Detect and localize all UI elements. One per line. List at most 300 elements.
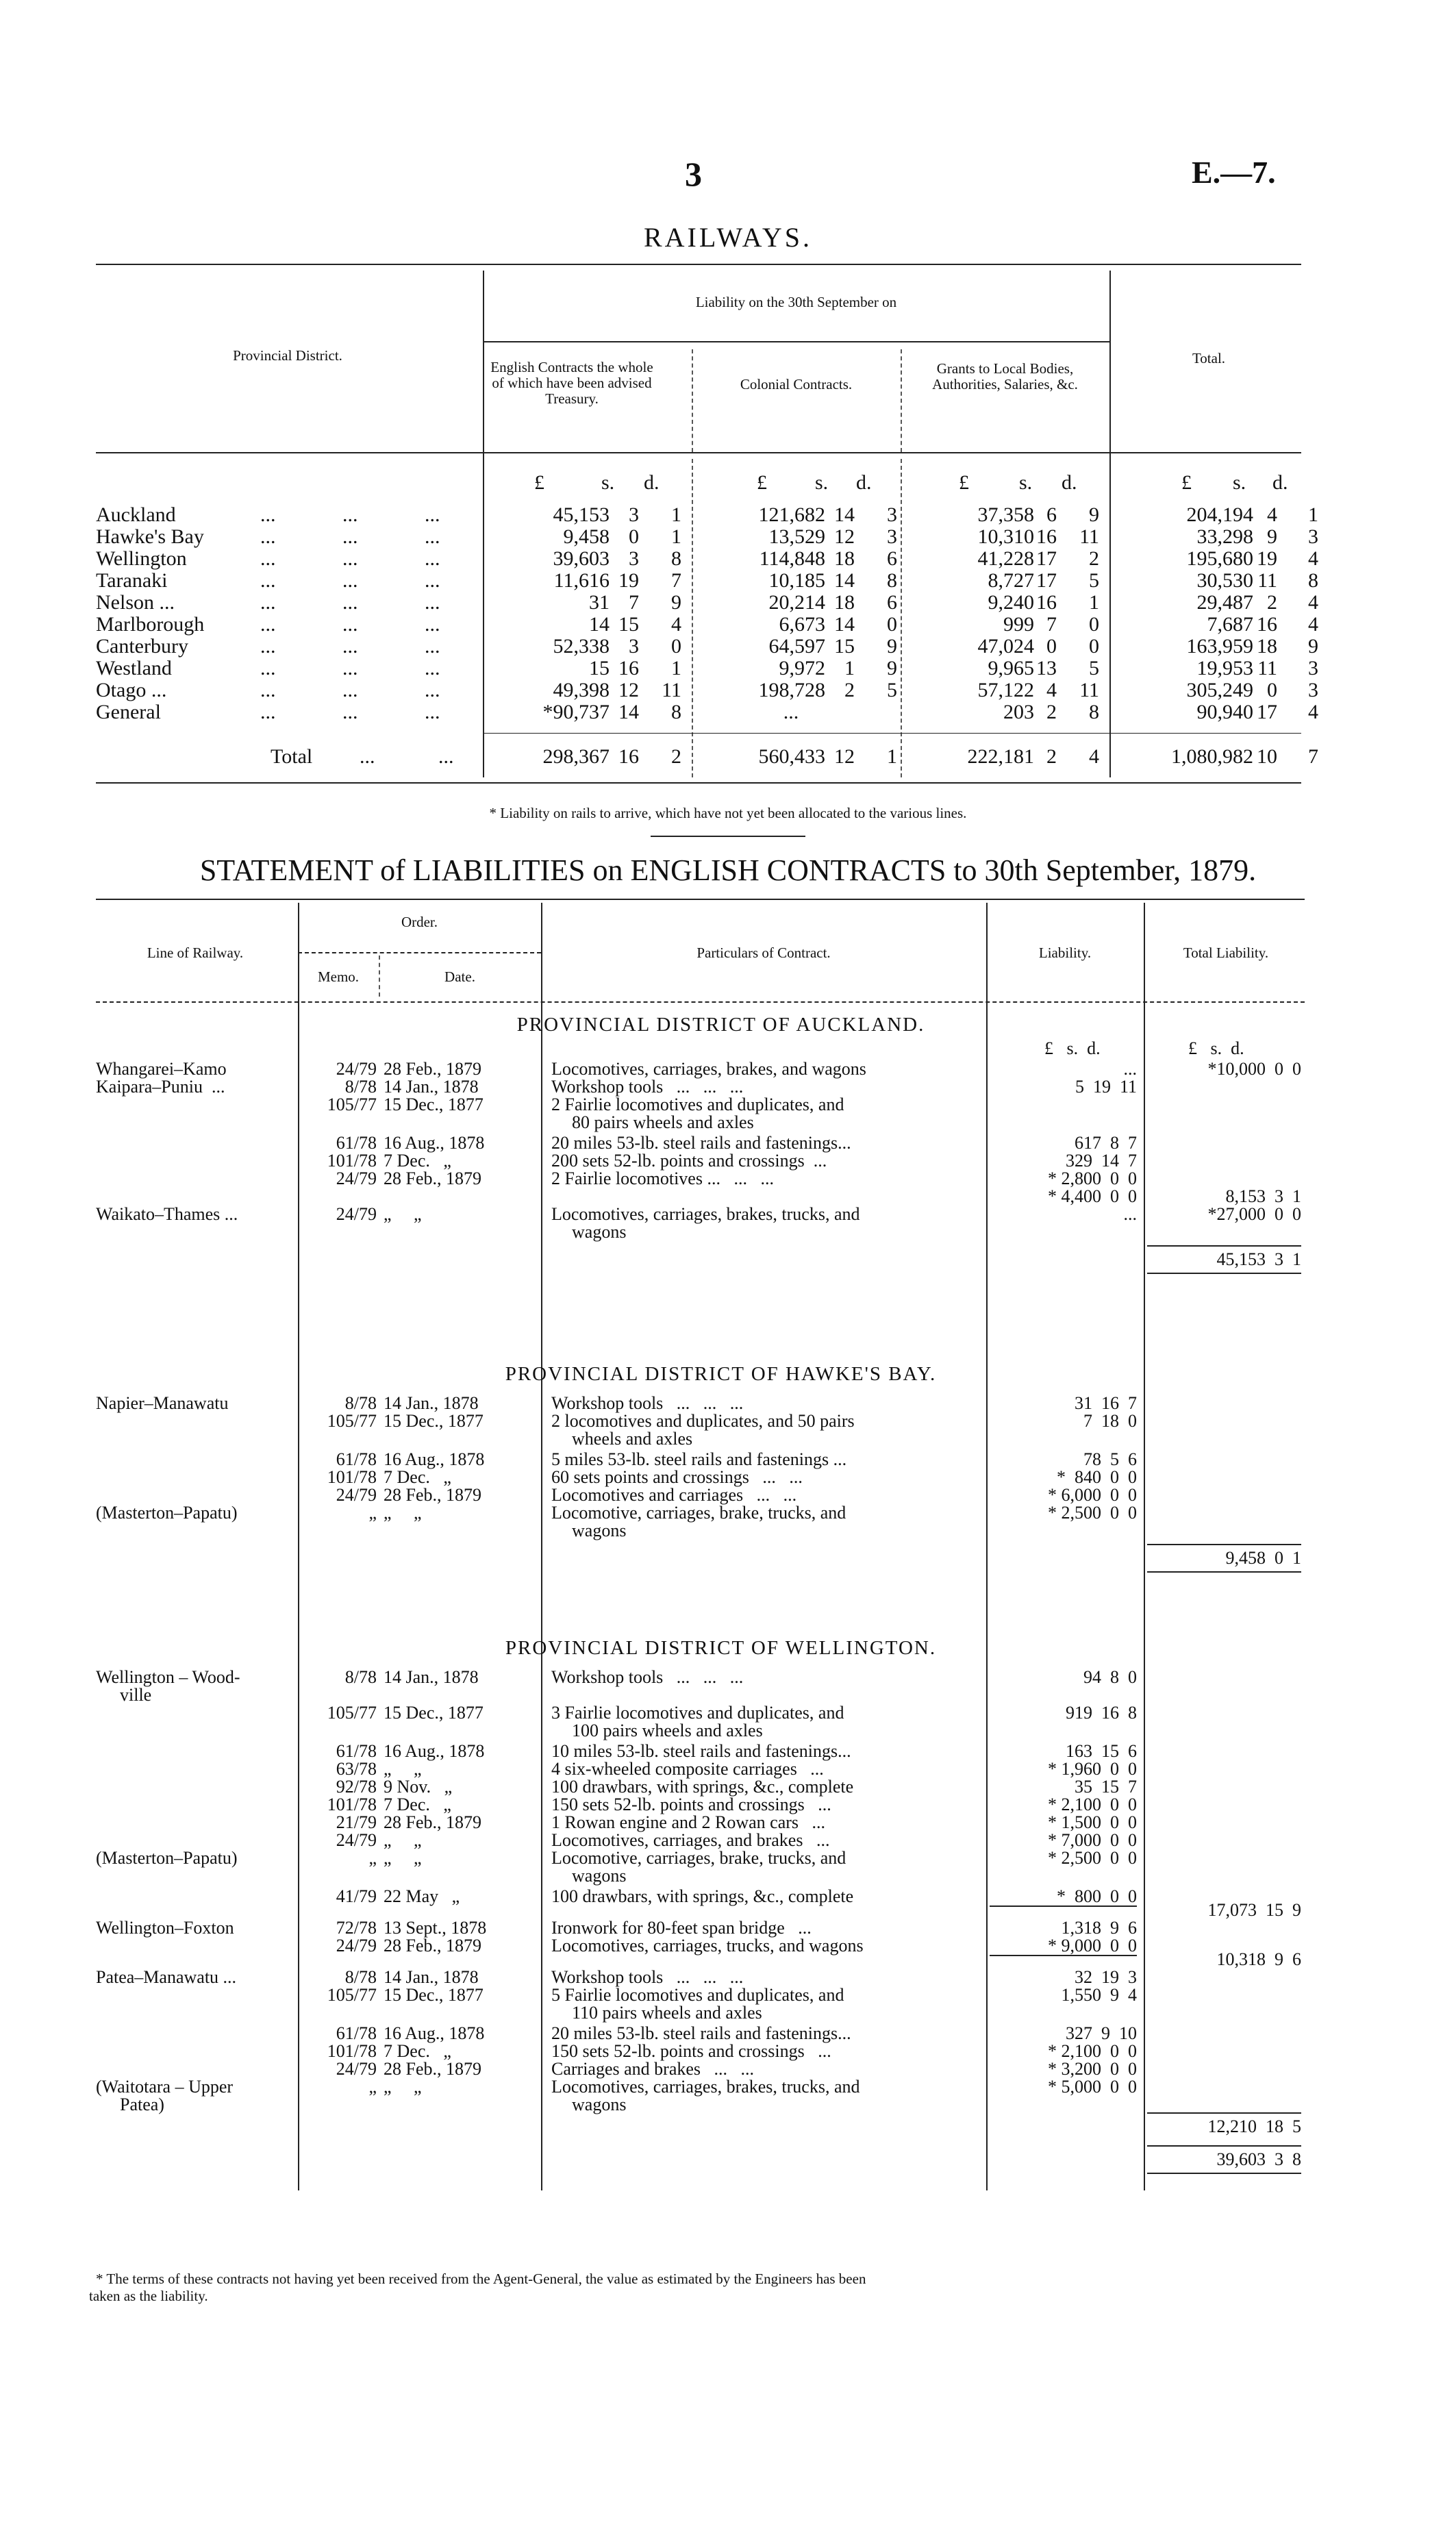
english-value: 1 xyxy=(671,657,681,679)
row-dots: ... xyxy=(342,591,358,614)
row-dots: ... xyxy=(342,701,358,723)
short-rule xyxy=(651,836,805,837)
unit-shilling: s. xyxy=(1019,471,1033,494)
section-total-rule xyxy=(1147,2145,1301,2147)
total-value: 9 xyxy=(1308,635,1318,658)
liability-value: * 840 0 0 xyxy=(1057,1467,1137,1487)
header-particulars: Particulars of Contract. xyxy=(696,945,831,961)
total-value: 8 xyxy=(1308,569,1318,592)
colonial-value: 13,529 xyxy=(768,525,825,548)
english-value: 0 xyxy=(671,635,681,658)
english-value: 14 xyxy=(589,613,610,636)
order-memo: 105/77 xyxy=(327,1411,377,1431)
total-value: 3 xyxy=(1308,657,1318,679)
subtotal-value: 17,073 15 9 xyxy=(1207,1900,1301,1920)
subtotal-rule xyxy=(990,1955,1137,1956)
railway-line: Wellington – Wood- xyxy=(96,1667,240,1687)
total-colonial: 12 xyxy=(834,745,855,768)
english-value: 9,458 xyxy=(563,525,610,548)
grants-value: 47,024 xyxy=(977,635,1034,658)
order-memo: 101/78 xyxy=(327,1795,377,1814)
liability-value: * 2,100 0 0 xyxy=(1048,1795,1137,1814)
district-name: Nelson ... xyxy=(96,591,175,614)
colonial-value: 6 xyxy=(887,547,897,570)
unit-header: £ s. d. xyxy=(1044,1038,1101,1058)
total-grants: 4 xyxy=(1089,745,1099,768)
header-group: Liability on the 30th September on xyxy=(695,294,897,310)
order-memo: 63/78 xyxy=(336,1759,377,1779)
unit-pence: d. xyxy=(644,471,660,494)
colonial-value: 12 xyxy=(834,525,855,548)
order-date: 13 Sept., 1878 xyxy=(384,1918,487,1938)
english-value: 15 xyxy=(618,613,639,636)
grants-value: 17 xyxy=(1036,547,1057,570)
order-date: 14 Jan., 1878 xyxy=(384,1393,479,1413)
total-rule xyxy=(483,733,1301,734)
section-total-rule xyxy=(1147,1245,1301,1247)
liability-value: * 1,960 0 0 xyxy=(1048,1759,1137,1779)
english-value: *90,737 xyxy=(542,701,610,723)
order-memo: 61/78 xyxy=(336,1741,377,1761)
order-memo: „ xyxy=(368,1848,377,1868)
page-reference: E.—7. xyxy=(1192,155,1276,190)
contract-particulars: 2 Fairlie locomotives ... ... ... xyxy=(551,1169,774,1188)
colonial-value: 10,185 xyxy=(768,569,825,592)
english-value: 3 xyxy=(629,635,639,658)
colonial-value: 9,972 xyxy=(779,657,825,679)
liability-value: 94 8 0 xyxy=(1083,1667,1137,1687)
contract-particulars: Locomotive, carriages, brake, trucks, and xyxy=(551,1503,846,1523)
contract-particulars: wheels and axles xyxy=(572,1429,693,1449)
grants-value: 999 xyxy=(1003,613,1034,636)
total-value: 7,687 xyxy=(1207,613,1253,636)
railway-line: Whangarei–Kamo xyxy=(96,1059,227,1079)
contract-particulars: Locomotives, carriages, trucks, and wagons xyxy=(551,1936,864,1956)
english-value: 4 xyxy=(671,613,681,636)
order-date: 7 Dec. „ xyxy=(384,1795,451,1814)
liability-value: * 3,200 0 0 xyxy=(1048,2059,1137,2079)
district-name: Otago ... xyxy=(96,679,167,701)
contract-particulars: Locomotives, carriages, and brakes ... xyxy=(551,1830,830,1850)
english-value: 11,616 xyxy=(553,569,610,592)
colonial-value: 18 xyxy=(834,547,855,570)
header-line-of-railway: Line of Railway. xyxy=(147,945,244,961)
row-dots: ... xyxy=(425,635,440,658)
page-number: 3 xyxy=(685,155,702,193)
order-date: 14 Jan., 1878 xyxy=(384,1667,479,1687)
liability-value: 7 18 0 xyxy=(1083,1411,1137,1431)
table-bottom-rule xyxy=(96,782,1301,784)
row-dots: ... xyxy=(342,613,358,636)
colonial-value: 20,214 xyxy=(768,591,825,614)
contract-particulars: Ironwork for 80-feet span bridge ... xyxy=(551,1918,812,1938)
page-title: RAILWAYS. xyxy=(643,222,813,253)
liability-value: 1,550 9 4 xyxy=(1061,1985,1137,2005)
district-name: Wellington xyxy=(96,547,187,570)
contract-particulars: 60 sets points and crossings ... ... xyxy=(551,1467,803,1487)
header-grants: Grants to Local Bodies, Authorities, Salaries, &c. xyxy=(932,360,1078,392)
contract-particulars: 110 pairs wheels and axles xyxy=(572,2003,762,2023)
row-dots: ... xyxy=(342,569,358,592)
row-dots: ... xyxy=(260,613,276,636)
unit-pound: £ xyxy=(959,471,969,494)
total-value: 19 xyxy=(1257,547,1277,570)
total-value: 18 xyxy=(1257,635,1277,658)
row-dots: ... xyxy=(342,547,358,570)
header-date: Date. xyxy=(444,969,475,985)
total-value: 4 xyxy=(1308,613,1318,636)
railway-line: Wellington–Foxton xyxy=(96,1918,234,1938)
row-dots: ... xyxy=(425,503,440,526)
total-total: 7 xyxy=(1308,745,1318,768)
total-dots: ... xyxy=(438,745,454,768)
order-memo: 24/79 xyxy=(336,1204,377,1224)
order-date: 15 Dec., 1877 xyxy=(384,1985,484,2005)
english-value: 12 xyxy=(618,679,639,701)
district-name: General xyxy=(96,701,161,723)
colonial-value: 14 xyxy=(834,503,855,526)
section-total-value: 45,153 3 1 xyxy=(1216,1249,1301,1269)
row-dots: ... xyxy=(342,525,358,548)
liability-value: * 1,500 0 0 xyxy=(1048,1812,1137,1832)
row-dots: ... xyxy=(260,547,276,570)
order-date: „ „ xyxy=(384,2077,422,2097)
grants-value: 4 xyxy=(1046,679,1057,701)
order-date: 16 Aug., 1878 xyxy=(384,1133,485,1153)
total-value: 16 xyxy=(1257,613,1277,636)
colonial-value: 15 xyxy=(834,635,855,658)
english-value: 0 xyxy=(629,525,639,548)
contract-particulars: Workshop tools ... ... ... xyxy=(551,1077,744,1097)
contract-particulars: 3 Fairlie locomotives and duplicates, and xyxy=(551,1703,844,1723)
liability-value: * 2,500 0 0 xyxy=(1048,1848,1137,1868)
order-memo: 8/78 xyxy=(344,1077,377,1097)
order-date: 28 Feb., 1879 xyxy=(384,1169,481,1188)
row-dots: ... xyxy=(425,679,440,701)
unit-header: £ s. d. xyxy=(1188,1038,1244,1058)
row-dots: ... xyxy=(342,635,358,658)
row-dots: ... xyxy=(342,503,358,526)
grants-value: 11 xyxy=(1079,525,1099,548)
section-total-rule xyxy=(1147,1544,1301,1545)
liability-value: 35 15 7 xyxy=(1075,1777,1137,1797)
total-value: 19,953 xyxy=(1196,657,1253,679)
order-memo: 105/77 xyxy=(327,1703,377,1723)
english-value: 11 xyxy=(662,679,681,701)
total-english: 2 xyxy=(671,745,681,768)
colonial-value: 9 xyxy=(887,635,897,658)
subtotal-rule xyxy=(1147,2112,1301,2114)
total-liability-value: *10,000 0 0 xyxy=(1207,1059,1301,1079)
order-date: 7 Dec. „ xyxy=(384,1151,451,1171)
grants-value: 9,965 xyxy=(988,657,1034,679)
row-dots: ... xyxy=(260,525,276,548)
section-total-rule xyxy=(1147,2173,1301,2174)
header-english: English Contracts the whole of which have been advised Treasury. xyxy=(490,359,653,407)
english-value: 3 xyxy=(629,547,639,570)
total-value: 195,680 xyxy=(1186,547,1253,570)
section-total-value: 39,603 3 8 xyxy=(1216,2149,1301,2169)
contract-particulars: Carriages and brakes ... ... xyxy=(551,2059,755,2079)
railway-line: Patea) xyxy=(120,2095,164,2114)
liability-value: * 5,000 0 0 xyxy=(1048,2077,1137,2097)
colonial-value: 121,682 xyxy=(758,503,825,526)
total-value: 163,959 xyxy=(1186,635,1253,658)
total-value: 2 xyxy=(1267,591,1277,614)
liability-value: 617 8 7 xyxy=(1075,1133,1137,1153)
grants-value: 16 xyxy=(1036,525,1057,548)
english-value: 49,398 xyxy=(553,679,610,701)
contract-particulars: 1 Rowan engine and 2 Rowan cars ... xyxy=(551,1812,826,1832)
colonial-value: 14 xyxy=(834,569,855,592)
row-dots: ... xyxy=(425,569,440,592)
order-date: 15 Dec., 1877 xyxy=(384,1095,484,1114)
col-divider xyxy=(298,903,299,2190)
section-title: PROVINCIAL DISTRICT OF WELLINGTON. xyxy=(505,1637,937,1659)
colonial-value: 3 xyxy=(887,503,897,526)
colonial-value: 0 xyxy=(887,613,897,636)
english-value: 1 xyxy=(671,525,681,548)
liability-value: * 2,800 0 0 xyxy=(1048,1169,1137,1188)
colonial-value: 5 xyxy=(887,679,897,701)
order-memo: „ xyxy=(368,1503,377,1523)
english-value: 7 xyxy=(629,591,639,614)
district-name: Auckland xyxy=(96,503,176,526)
contract-particulars: 5 Fairlie locomotives and duplicates, and xyxy=(551,1985,844,2005)
liability-value: ... xyxy=(1123,1059,1137,1079)
order-memo: 24/79 xyxy=(336,1936,377,1956)
grants-value: 9 xyxy=(1089,503,1099,526)
section-title: PROVINCIAL DISTRICT OF AUCKLAND. xyxy=(516,1014,925,1036)
order-date: 16 Aug., 1878 xyxy=(384,2023,485,2043)
statement-footnote: * The terms of these contracts not having yet been received from the Agent-General, the value as estimated by the Engineers has been xyxy=(96,2271,866,2287)
order-date: 28 Feb., 1879 xyxy=(384,1812,481,1832)
railway-line: ville xyxy=(120,1685,152,1705)
order-memo: 24/79 xyxy=(336,1830,377,1850)
district-name: Marlborough xyxy=(96,613,205,636)
district-name: Canterbury xyxy=(96,635,188,658)
grants-value: 5 xyxy=(1089,657,1099,679)
liability-value: * 2,500 0 0 xyxy=(1048,1503,1137,1523)
colonial-value: 114,848 xyxy=(759,547,825,570)
section-title: PROVINCIAL DISTRICT OF HAWKE'S BAY. xyxy=(505,1363,937,1385)
order-memo: 101/78 xyxy=(327,1467,377,1487)
liability-value: 5 19 11 xyxy=(1075,1077,1137,1097)
liability-value: ... xyxy=(1123,1204,1137,1224)
section-total-rule xyxy=(1147,1273,1301,1274)
contract-particulars: wagons xyxy=(572,1521,627,1540)
order-date: 9 Nov. „ xyxy=(384,1777,453,1797)
railway-line: Waikato–Thames ... xyxy=(96,1204,238,1224)
contract-particulars: Locomotives and carriages ... ... xyxy=(551,1485,797,1505)
english-value: 52,338 xyxy=(553,635,610,658)
liability-value: 163 15 6 xyxy=(1066,1741,1137,1761)
colonial-value: 14 xyxy=(834,613,855,636)
contract-particulars: Locomotives, carriages, brakes, and wagons xyxy=(551,1059,866,1079)
order-memo: 61/78 xyxy=(336,1449,377,1469)
order-memo: 8/78 xyxy=(344,1967,377,1987)
col-divider xyxy=(901,349,902,452)
col-divider xyxy=(901,459,902,777)
english-value: 15 xyxy=(589,657,610,679)
header-liability: Liability. xyxy=(1038,945,1092,961)
railway-line: Kaipara–Puniu ... xyxy=(96,1077,225,1097)
liability-value: 919 16 8 xyxy=(1066,1703,1137,1723)
english-value: 1 xyxy=(671,503,681,526)
row-dots: ... xyxy=(342,679,358,701)
col-divider xyxy=(541,903,542,2190)
total-english: 298,367 xyxy=(542,745,610,768)
total-value: 305,249 xyxy=(1186,679,1253,701)
order-memo: 41/79 xyxy=(336,1886,377,1906)
grants-value: 1 xyxy=(1089,591,1099,614)
colonial-value: 2 xyxy=(844,679,855,701)
english-value: 31 xyxy=(589,591,610,614)
subtotal-rule xyxy=(990,1906,1137,1907)
total-value: 30,530 xyxy=(1196,569,1253,592)
contract-particulars: 100 drawbars, with springs, &c., complete xyxy=(551,1886,854,1906)
row-dots: ... xyxy=(260,569,276,592)
order-date: „ „ xyxy=(384,1503,422,1523)
order-memo: 72/78 xyxy=(336,1918,377,1938)
grants-value: 11 xyxy=(1079,679,1099,701)
row-dots: ... xyxy=(425,591,440,614)
english-value: 9 xyxy=(671,591,681,614)
unit-pound: £ xyxy=(1181,471,1192,494)
total-value: 3 xyxy=(1308,525,1318,548)
order-date: „ „ xyxy=(384,1830,422,1850)
unit-pence: d. xyxy=(1062,471,1077,494)
english-value: 16 xyxy=(618,657,639,679)
grants-value: 37,358 xyxy=(977,503,1034,526)
contract-particulars: Locomotive, carriages, brake, trucks, and xyxy=(551,1848,846,1868)
railway-line: (Masterton–Papatu) xyxy=(96,1503,238,1523)
order-date: 16 Aug., 1878 xyxy=(384,1449,485,1469)
liability-value: * 7,000 0 0 xyxy=(1048,1830,1137,1850)
colonial-value: 198,728 xyxy=(758,679,825,701)
unit-shilling: s. xyxy=(815,471,829,494)
contract-particulars: wagons xyxy=(572,1866,627,1886)
english-value: 3 xyxy=(629,503,639,526)
order-date: 7 Dec. „ xyxy=(384,1467,451,1487)
grants-value: 13 xyxy=(1036,657,1057,679)
order-date: 28 Feb., 1879 xyxy=(384,1485,481,1505)
railway-line: (Waitotara – Upper xyxy=(96,2077,234,2097)
unit-shilling: s. xyxy=(601,471,615,494)
grants-value: 0 xyxy=(1089,635,1099,658)
order-memo: 24/79 xyxy=(336,1169,377,1188)
district-name: Westland xyxy=(96,657,172,679)
grants-value: 16 xyxy=(1036,591,1057,614)
unit-pound: £ xyxy=(534,471,544,494)
total-value: 9 xyxy=(1267,525,1277,548)
order-memo: 8/78 xyxy=(344,1667,377,1687)
col-divider xyxy=(692,349,693,452)
order-date: 15 Dec., 1877 xyxy=(384,1411,484,1431)
contract-particulars: 4 six-wheeled composite carriages ... xyxy=(551,1759,824,1779)
order-date: 14 Jan., 1878 xyxy=(384,1077,479,1097)
railway-line: Napier–Manawatu xyxy=(96,1393,229,1413)
contract-particulars: 200 sets 52-lb. points and crossings ... xyxy=(551,1151,827,1171)
order-memo: 92/78 xyxy=(336,1777,377,1797)
total-colonial: 1 xyxy=(887,745,897,768)
unit-pound: £ xyxy=(757,471,767,494)
grants-value: 6 xyxy=(1046,503,1057,526)
row-dots: ... xyxy=(425,701,440,723)
row-dots: ... xyxy=(425,547,440,570)
colonial-value: ... xyxy=(783,701,799,723)
subtotal-value: 10,318 9 6 xyxy=(1216,1949,1301,1969)
order-date: „ „ xyxy=(384,1848,422,1868)
row-dots: ... xyxy=(260,679,276,701)
col-divider xyxy=(986,903,988,2190)
total-grants: 2 xyxy=(1046,745,1057,768)
contract-particulars: 100 pairs wheels and axles xyxy=(572,1721,763,1740)
order-memo: 24/79 xyxy=(336,1485,377,1505)
total-english: 16 xyxy=(618,745,639,768)
contract-particulars: wagons xyxy=(572,2095,627,2114)
liability-value: 78 5 6 xyxy=(1083,1449,1137,1469)
contract-particulars: Locomotives, carriages, brakes, trucks, and xyxy=(551,1204,860,1224)
contract-particulars: 20 miles 53-lb. steel rails and fastenings... xyxy=(551,1133,851,1153)
english-value: 8 xyxy=(671,701,681,723)
unit-pence: d. xyxy=(856,471,872,494)
grants-value: 2 xyxy=(1046,701,1057,723)
order-date: 14 Jan., 1878 xyxy=(384,1967,479,1987)
colonial-value: 1 xyxy=(844,657,855,679)
row-dots: ... xyxy=(260,503,276,526)
order-date: „ „ xyxy=(384,1204,422,1224)
liability-value: 31 16 7 xyxy=(1075,1393,1137,1413)
total-value: 4 xyxy=(1308,547,1318,570)
grants-value: 0 xyxy=(1089,613,1099,636)
order-rule xyxy=(298,952,541,953)
header-district: Provincial District. xyxy=(233,347,342,364)
total-value: 11 xyxy=(1257,657,1277,679)
header-memo: Memo. xyxy=(317,969,360,985)
liability-value: * 800 0 0 xyxy=(1057,1886,1137,1906)
total-label: Total xyxy=(271,745,313,768)
col-divider xyxy=(1109,271,1111,777)
group-rule xyxy=(483,341,1109,342)
order-memo: 105/77 xyxy=(327,1095,377,1114)
col-divider xyxy=(692,459,693,777)
order-memo: 105/77 xyxy=(327,1985,377,2005)
contract-particulars: 2 Fairlie locomotives and duplicates, and xyxy=(551,1095,844,1114)
row-dots: ... xyxy=(425,657,440,679)
contract-particulars: 100 drawbars, with springs, &c., complete xyxy=(551,1777,854,1797)
order-date: 15 Dec., 1877 xyxy=(384,1703,484,1723)
col-divider xyxy=(1144,903,1145,2190)
liability-value: * 4,400 0 0 xyxy=(1048,1186,1137,1206)
grants-value: 41,228 xyxy=(977,547,1034,570)
liability-value: 327 9 10 xyxy=(1066,2023,1137,2043)
contract-particulars: Locomotives, carriages, brakes, trucks, and xyxy=(551,2077,860,2097)
subtotal-value: 12,210 18 5 xyxy=(1207,2116,1301,2136)
total-dots: ... xyxy=(360,745,375,768)
total-value: 0 xyxy=(1267,679,1277,701)
order-memo: 24/79 xyxy=(336,2059,377,2079)
district-name: Taranaki xyxy=(96,569,168,592)
total-value: 33,298 xyxy=(1196,525,1253,548)
unit-shilling: s. xyxy=(1233,471,1246,494)
order-date: 22 May „ xyxy=(384,1886,460,1906)
colonial-value: 6,673 xyxy=(779,613,825,636)
header-colonial: Colonial Contracts. xyxy=(740,376,853,392)
contract-particulars: 150 sets 52-lb. points and crossings ... xyxy=(551,2041,831,2061)
grants-value: 203 xyxy=(1003,701,1034,723)
colonial-value: 6 xyxy=(887,591,897,614)
